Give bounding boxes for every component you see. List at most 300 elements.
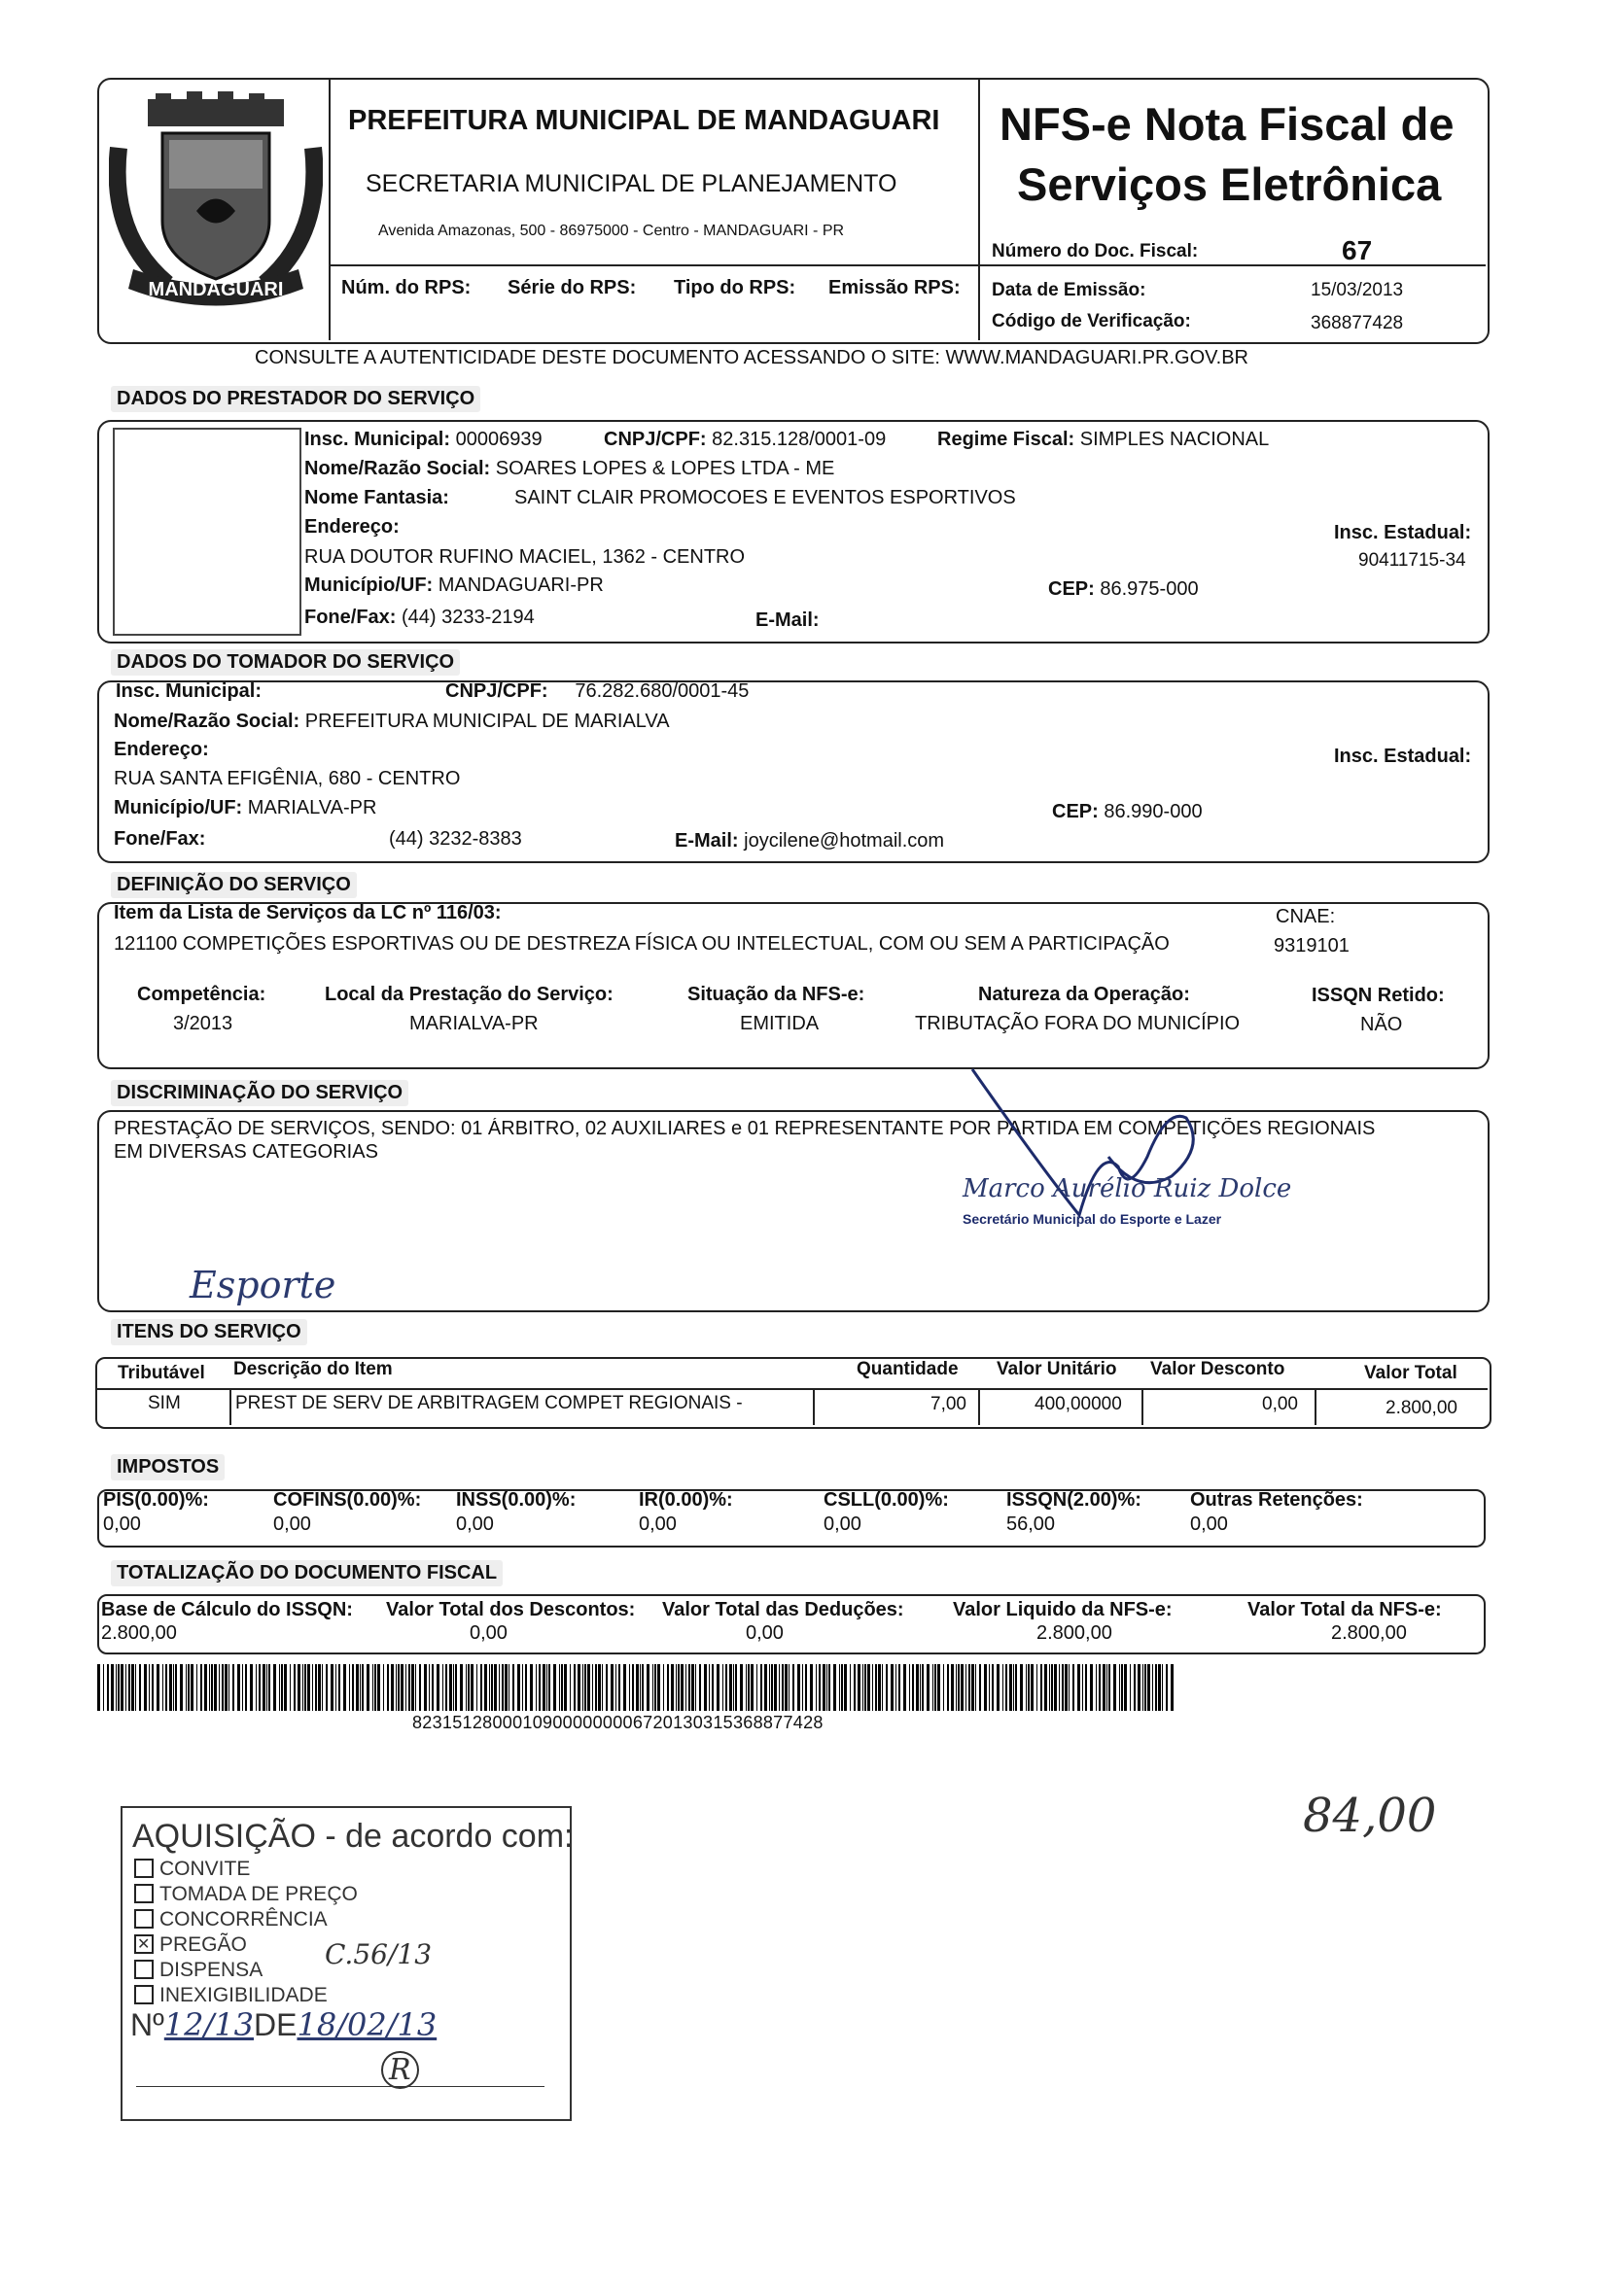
imposto-label: COFINS(0.00)%: bbox=[273, 1489, 422, 1511]
barcode-bar bbox=[961, 1664, 964, 1711]
barcode-bar bbox=[242, 1664, 243, 1711]
barcode-bar bbox=[615, 1664, 616, 1711]
stamp-option bbox=[134, 1983, 358, 2008]
codigo-verificacao-label: Código de Verificação: bbox=[992, 311, 1191, 331]
section-impostos: IMPOSTOS bbox=[111, 1454, 225, 1480]
barcode-bar bbox=[958, 1664, 960, 1711]
barcode-bar bbox=[331, 1664, 333, 1711]
barcode-bar bbox=[854, 1664, 856, 1711]
stamp-option-label: PREGÃO bbox=[159, 1933, 247, 1956]
prestador-municipio-value: MANDAGUARI-PR bbox=[438, 574, 604, 596]
barcode-bar bbox=[989, 1664, 990, 1711]
barcode-bar bbox=[125, 1664, 126, 1711]
prefeitura-address: Avenida Amazonas, 500 - 86975000 - Centro - MANDAGUARI - PR bbox=[378, 223, 845, 239]
data-emissao-value: 15/03/2013 bbox=[1311, 280, 1404, 300]
prestador-insc-label: Insc. Municipal: bbox=[304, 429, 451, 450]
barcode-bar bbox=[657, 1664, 660, 1711]
barcode-bar bbox=[717, 1664, 719, 1711]
barcode-bar bbox=[1106, 1664, 1107, 1711]
barcode-bar bbox=[771, 1664, 773, 1711]
barcode-bar bbox=[343, 1664, 346, 1711]
barcode-bar bbox=[1028, 1664, 1030, 1711]
col-valor-desconto-header: Valor Desconto bbox=[1150, 1359, 1285, 1379]
barcode-bar bbox=[302, 1664, 303, 1711]
col-descricao-header: Descrição do Item bbox=[233, 1359, 393, 1379]
barcode-bar bbox=[548, 1664, 550, 1711]
barcode-bar bbox=[484, 1664, 487, 1711]
barcode-bar bbox=[1096, 1664, 1097, 1711]
barcode-bar bbox=[828, 1664, 830, 1711]
barcode-bar bbox=[819, 1664, 821, 1711]
natureza-value: TRIBUTAÇÃO FORA DO MUNICÍPIO bbox=[915, 1013, 1241, 1034]
barcode-bar bbox=[1009, 1664, 1012, 1711]
tomador-fone-value: (44) 3232-8383 bbox=[389, 828, 522, 850]
stamp-option-label: TOMADA DE PREÇO bbox=[159, 1883, 358, 1905]
barcode-bar bbox=[294, 1664, 296, 1711]
barcode-bar bbox=[107, 1664, 109, 1711]
barcode-bar bbox=[480, 1664, 482, 1711]
barcode-bar bbox=[266, 1664, 267, 1711]
barcode-bar bbox=[920, 1664, 921, 1711]
barcode-bar bbox=[912, 1664, 914, 1711]
barcode-bar bbox=[157, 1664, 159, 1711]
barcode-bar bbox=[704, 1664, 707, 1711]
barcode-bar bbox=[903, 1664, 906, 1711]
barcode-bar bbox=[1082, 1664, 1083, 1711]
barcode-bar bbox=[823, 1664, 825, 1711]
barcode-bar bbox=[489, 1664, 490, 1711]
barcode-bar bbox=[415, 1664, 416, 1711]
signature-title: Secretário Municipal do Esporte e Lazer bbox=[963, 1211, 1222, 1227]
prestador-nome-value: SOARES LOPES & LOPES LTDA - ME bbox=[495, 458, 835, 479]
barcode-bar bbox=[536, 1664, 537, 1711]
barcode-bar bbox=[922, 1664, 924, 1711]
barcode-bar bbox=[916, 1664, 919, 1711]
barcode-bar bbox=[663, 1664, 664, 1711]
barcode-bar bbox=[391, 1664, 394, 1711]
barcode-bar bbox=[878, 1664, 881, 1711]
total-label: Valor Total dos Descontos: bbox=[386, 1599, 636, 1620]
col-tributavel-header: Tributável bbox=[118, 1363, 205, 1383]
local-prestacao-value: MARIALVA-PR bbox=[409, 1013, 539, 1034]
barcode-bar bbox=[398, 1664, 400, 1711]
item-valor-unitario-cell: 400,00000 bbox=[1035, 1394, 1122, 1414]
imposto-label: Outras Retenções: bbox=[1190, 1489, 1363, 1511]
stamp-option bbox=[134, 1882, 358, 1907]
barcode-bar bbox=[574, 1664, 576, 1711]
barcode bbox=[97, 1664, 1176, 1711]
barcode-bar bbox=[322, 1664, 323, 1711]
prestador-cnpj-label: CNPJ/CPF: bbox=[604, 429, 707, 450]
barcode-bar bbox=[564, 1664, 567, 1711]
stamp-numero-value: 12/13 bbox=[163, 2006, 255, 2043]
prestador-fone-value: (44) 3233-2194 bbox=[402, 607, 535, 628]
barcode-bar bbox=[135, 1664, 136, 1711]
barcode-bar bbox=[792, 1664, 794, 1711]
barcode-bar bbox=[968, 1664, 970, 1711]
item-quantidade-cell: 7,00 bbox=[930, 1394, 966, 1414]
col-quantidade-header: Quantidade bbox=[857, 1359, 959, 1379]
signature-name: Marco Aurélio Ruiz Dolce bbox=[963, 1174, 1292, 1203]
barcode-bar bbox=[729, 1664, 732, 1711]
barcode-bar bbox=[640, 1664, 641, 1711]
imposto-value: 0,00 bbox=[103, 1513, 141, 1535]
barcode-bar bbox=[318, 1664, 321, 1711]
numero-doc-value: 67 bbox=[1342, 235, 1373, 265]
barcode-bar bbox=[746, 1664, 747, 1711]
barcode-bar bbox=[165, 1664, 167, 1711]
barcode-bar bbox=[505, 1664, 508, 1711]
barcode-bar bbox=[1155, 1664, 1157, 1711]
section-tomador: DADOS DO TOMADOR DO SERVIÇO bbox=[111, 649, 460, 676]
nfse-title-line1: NFS-e Nota Fiscal de bbox=[1000, 98, 1455, 150]
barcode-bar bbox=[284, 1664, 287, 1711]
tomador-municipio-label: Município/UF: bbox=[114, 797, 243, 818]
barcode-bar bbox=[546, 1664, 547, 1711]
handwritten-esporte: Esporte bbox=[190, 1264, 336, 1306]
barcode-bar bbox=[654, 1664, 656, 1711]
barcode-bar bbox=[760, 1664, 762, 1711]
section-definicao: DEFINIÇÃO DO SERVIÇO bbox=[111, 872, 357, 898]
barcode-bar bbox=[200, 1664, 202, 1711]
stamp-option-label: CONVITE bbox=[159, 1858, 251, 1880]
prestador-fantasia-label: Nome Fantasia: bbox=[304, 487, 449, 508]
prestador-endereco-label: Endereço: bbox=[304, 516, 400, 538]
barcode-bar bbox=[362, 1664, 364, 1711]
barcode-bar bbox=[695, 1664, 696, 1711]
barcode-bar bbox=[491, 1664, 493, 1711]
barcode-bar bbox=[681, 1664, 684, 1711]
local-prestacao-label: Local da Prestação do Serviço: bbox=[325, 984, 614, 1005]
barcode-bar bbox=[632, 1664, 634, 1711]
barcode-bar bbox=[372, 1664, 373, 1711]
barcode-bar bbox=[774, 1664, 777, 1711]
checkbox-icon bbox=[134, 1884, 154, 1903]
barcode-bar bbox=[502, 1664, 504, 1711]
barcode-bar bbox=[1040, 1664, 1042, 1711]
barcode-bar bbox=[740, 1664, 743, 1711]
section-itens: ITENS DO SERVIÇO bbox=[111, 1319, 307, 1345]
item-lista-label: Item da Lista de Serviços da LC nº 116/03: bbox=[114, 902, 502, 923]
barcode-bar bbox=[367, 1664, 369, 1711]
barcode-bar bbox=[442, 1664, 443, 1711]
emissao-rps-label: Emissão RPS: bbox=[828, 277, 961, 298]
barcode-bar bbox=[214, 1664, 217, 1711]
barcode-bar bbox=[211, 1664, 213, 1711]
tomador-insc-label: Insc. Municipal: bbox=[116, 680, 263, 702]
barcode-bar bbox=[1171, 1664, 1174, 1711]
barcode-bar bbox=[587, 1664, 590, 1711]
barcode-bar bbox=[432, 1664, 434, 1711]
barcode-bar bbox=[629, 1664, 630, 1711]
tomador-nome-value: PREFEITURA MUNICIPAL DE MARIALVA bbox=[304, 711, 670, 732]
stamp-option bbox=[134, 1907, 358, 1932]
total-label: Valor Total das Deduções: bbox=[662, 1599, 904, 1620]
imposto-label: ISSQN(2.00)%: bbox=[1006, 1489, 1141, 1511]
stamp-options bbox=[134, 1857, 358, 2008]
barcode-bar bbox=[895, 1664, 896, 1711]
situacao-value: EMITIDA bbox=[740, 1013, 820, 1034]
stamp-numero-prefix: Nº bbox=[130, 2007, 164, 2042]
section-prestador: DADOS DO PRESTADOR DO SERVIÇO bbox=[111, 386, 480, 412]
barcode-bar bbox=[349, 1664, 350, 1711]
barcode-bar bbox=[671, 1664, 674, 1711]
stamp-initials: R bbox=[381, 2051, 419, 2089]
barcode-bar bbox=[1085, 1664, 1087, 1711]
barcode-bar bbox=[975, 1664, 976, 1711]
barcode-bar bbox=[699, 1664, 701, 1711]
tomador-cep-label: CEP: bbox=[1052, 801, 1099, 822]
barcode-bar bbox=[281, 1664, 283, 1711]
barcode-bar bbox=[606, 1664, 608, 1711]
barcode-bar bbox=[196, 1664, 197, 1711]
checkbox-icon bbox=[134, 1859, 154, 1878]
barcode-bar bbox=[149, 1664, 150, 1711]
nfse-title-line2: Serviços Eletrônica bbox=[1017, 158, 1442, 210]
barcode-bar bbox=[782, 1664, 784, 1711]
barcode-bar bbox=[222, 1664, 224, 1711]
barcode-bar bbox=[103, 1664, 104, 1711]
checkbox-icon bbox=[134, 1909, 154, 1929]
barcode-bar bbox=[850, 1664, 851, 1711]
barcode-bar bbox=[816, 1664, 817, 1711]
barcode-bar bbox=[1044, 1664, 1047, 1711]
barcode-bar bbox=[175, 1664, 177, 1711]
barcode-bar bbox=[652, 1664, 653, 1711]
barcode-bar bbox=[1130, 1664, 1131, 1711]
barcode-bar bbox=[1113, 1664, 1116, 1711]
prestador-photo-placeholder bbox=[113, 428, 301, 636]
competencia-label: Competência: bbox=[137, 984, 266, 1005]
prestador-regime-value: SIMPLES NACIONAL bbox=[1079, 429, 1270, 450]
imposto-value: 0,00 bbox=[824, 1513, 861, 1535]
barcode-bar bbox=[1158, 1664, 1161, 1711]
barcode-bar bbox=[709, 1664, 710, 1711]
authenticity-notice: CONSULTE A AUTENTICIDADE DESTE DOCUMENTO ACESSANDO O SITE: WWW.MANDAGUARI.PR.GOV.BR bbox=[255, 347, 1249, 368]
barcode-bar bbox=[647, 1664, 649, 1711]
issqn-retido-value: NÃO bbox=[1360, 1014, 1403, 1035]
barcode-bar bbox=[225, 1664, 228, 1711]
barcode-bar bbox=[872, 1664, 873, 1711]
barcode-bar bbox=[338, 1664, 340, 1711]
barcode-bar bbox=[237, 1664, 240, 1711]
barcode-bar bbox=[1005, 1664, 1007, 1711]
imposto-value: 0,00 bbox=[456, 1513, 494, 1535]
prestador-fantasia-value: SAINT CLAIR PROMOCOES E EVENTOS ESPORTIVOS bbox=[514, 487, 1016, 508]
prestador-endereco-value: RUA DOUTOR RUFINO MACIEL, 1362 - CENTRO bbox=[304, 546, 746, 568]
barcode-bar bbox=[304, 1664, 306, 1711]
barcode-bar bbox=[943, 1664, 944, 1711]
barcode-bar bbox=[602, 1664, 603, 1711]
prestador-cnpj-value: 82.315.128/0001-09 bbox=[712, 429, 887, 450]
checkbox-icon bbox=[134, 1960, 154, 1979]
barcode-bar bbox=[797, 1664, 800, 1711]
handwritten-value: 84,00 bbox=[1303, 1789, 1437, 1843]
barcode-bar bbox=[595, 1664, 597, 1711]
barcode-bar bbox=[559, 1664, 560, 1711]
tomador-municipio-value: MARIALVA-PR bbox=[247, 797, 377, 818]
num-rps-label: Núm. do RPS: bbox=[341, 277, 472, 298]
barcode-bar bbox=[636, 1664, 639, 1711]
barcode-bar bbox=[688, 1664, 690, 1711]
stamp-title: AQUISIÇÃO - de acordo com: bbox=[132, 1818, 574, 1855]
barcode-bar bbox=[1152, 1664, 1153, 1711]
barcode-bar bbox=[530, 1664, 533, 1711]
barcode-bar bbox=[833, 1664, 836, 1711]
barcode-bar bbox=[188, 1664, 190, 1711]
barcode-bar bbox=[685, 1664, 686, 1711]
total-label: Base de Cálculo do ISSQN: bbox=[101, 1599, 353, 1620]
barcode-bar bbox=[805, 1664, 807, 1711]
imposto-label: PIS(0.00)%: bbox=[103, 1489, 209, 1511]
barcode-bar bbox=[691, 1664, 694, 1711]
barcode-bar bbox=[618, 1664, 620, 1711]
barcode-bar bbox=[932, 1664, 933, 1711]
prestador-ie-value: 90411715-34 bbox=[1358, 550, 1466, 571]
barcode-bar bbox=[1002, 1664, 1003, 1711]
stamp-option bbox=[134, 1857, 358, 1882]
total-value: 2.800,00 bbox=[101, 1622, 177, 1644]
tomador-cnpj-value: 76.282.680/0001-45 bbox=[575, 680, 750, 702]
prestador-nome-label: Nome/Razão Social: bbox=[304, 458, 491, 479]
tomador-endereco-value: RUA SANTA EFIGÊNIA, 680 - CENTRO bbox=[114, 768, 461, 789]
barcode-bar bbox=[858, 1664, 860, 1711]
barcode-bar bbox=[360, 1664, 361, 1711]
barcode-bar bbox=[623, 1664, 626, 1711]
barcode-bar bbox=[312, 1664, 313, 1711]
barcode-bar bbox=[642, 1664, 644, 1711]
cnae-label: CNAE: bbox=[1276, 906, 1336, 927]
barcode-bar bbox=[209, 1664, 210, 1711]
barcode-bar bbox=[898, 1664, 900, 1711]
barcode-bar bbox=[1031, 1664, 1034, 1711]
barcode-bar bbox=[326, 1664, 328, 1711]
stamp-option-label: DISPENSA bbox=[159, 1959, 263, 1981]
barcode-bar bbox=[756, 1664, 757, 1711]
tomador-endereco-label: Endereço: bbox=[114, 739, 209, 760]
barcode-bar bbox=[934, 1664, 936, 1711]
barcode-bar bbox=[494, 1664, 497, 1711]
barcode-bar bbox=[748, 1664, 750, 1711]
barcode-bar bbox=[419, 1664, 421, 1711]
barcode-bar bbox=[841, 1664, 843, 1711]
barcode-bar bbox=[429, 1664, 430, 1711]
natureza-label: Natureza da Operação: bbox=[978, 984, 1190, 1005]
barcode-bar bbox=[191, 1664, 193, 1711]
barcode-bar bbox=[121, 1664, 123, 1711]
prefeitura-title: PREFEITURA MUNICIPAL DE MANDAGUARI bbox=[348, 105, 940, 136]
total-value: 0,00 bbox=[470, 1622, 508, 1644]
barcode-bar bbox=[219, 1664, 220, 1711]
barcode-bar bbox=[965, 1664, 966, 1711]
barcode-bar bbox=[1054, 1664, 1057, 1711]
barcode-bar bbox=[785, 1664, 788, 1711]
barcode-bar bbox=[578, 1664, 580, 1711]
barcode-bar bbox=[356, 1664, 359, 1711]
barcode-number: 82315128000109000000006720130315368877428 bbox=[412, 1713, 824, 1732]
barcode-bar bbox=[525, 1664, 527, 1711]
tipo-rps-label: Tipo do RPS: bbox=[674, 277, 796, 298]
barcode-bar bbox=[543, 1664, 545, 1711]
barcode-bar bbox=[522, 1664, 523, 1711]
barcode-bar bbox=[779, 1664, 780, 1711]
barcode-bar bbox=[250, 1664, 253, 1711]
prestador-regime-label: Regime Fiscal: bbox=[937, 429, 1075, 450]
tomador-email-value: joycilene@hotmail.com bbox=[744, 830, 945, 852]
barcode-bar bbox=[570, 1664, 571, 1711]
barcode-bar bbox=[598, 1664, 601, 1711]
barcode-bar bbox=[111, 1664, 114, 1711]
barcode-bar bbox=[712, 1664, 714, 1711]
barcode-bar bbox=[460, 1664, 463, 1711]
prestador-cep-value: 86.975-000 bbox=[1100, 578, 1199, 600]
barcode-bar bbox=[1138, 1664, 1140, 1711]
barcode-bar bbox=[937, 1664, 940, 1711]
barcode-bar bbox=[449, 1664, 452, 1711]
barcode-bar bbox=[97, 1664, 100, 1711]
barcode-bar bbox=[539, 1664, 541, 1711]
barcode-bar bbox=[735, 1664, 737, 1711]
barcode-bar bbox=[826, 1664, 827, 1711]
barcode-bar bbox=[864, 1664, 866, 1711]
total-value: 2.800,00 bbox=[1036, 1622, 1112, 1644]
issqn-retido-label: ISSQN Retido: bbox=[1312, 985, 1445, 1006]
barcode-bar bbox=[891, 1664, 894, 1711]
tomador-cep-value: 86.990-000 bbox=[1104, 801, 1203, 822]
barcode-bar bbox=[468, 1664, 470, 1711]
barcode-bar bbox=[553, 1664, 556, 1711]
barcode-bar bbox=[408, 1664, 410, 1711]
prestador-ie-label: Insc. Estadual: bbox=[1334, 522, 1472, 543]
barcode-bar bbox=[1099, 1664, 1101, 1711]
barcode-bar bbox=[676, 1664, 677, 1711]
barcode-bar bbox=[1069, 1664, 1070, 1711]
prestador-email-label: E-Mail: bbox=[755, 609, 820, 631]
barcode-bar bbox=[1090, 1664, 1093, 1711]
barcode-bar bbox=[455, 1664, 457, 1711]
barcode-bar bbox=[118, 1664, 120, 1711]
municipal-coat-of-arms-logo bbox=[109, 89, 323, 313]
barcode-bar bbox=[1059, 1664, 1060, 1711]
barcode-bar bbox=[298, 1664, 300, 1711]
checkbox-icon bbox=[134, 1985, 154, 2004]
barcode-bar bbox=[152, 1664, 154, 1711]
item-descricao-cell: PREST DE SERV DE ARBITRAGEM COMPET REGIONAIS - bbox=[235, 1393, 743, 1413]
total-label: Valor Liquido da NFS-e: bbox=[953, 1599, 1173, 1620]
barcode-bar bbox=[335, 1664, 336, 1711]
total-value: 2.800,00 bbox=[1331, 1622, 1407, 1644]
barcode-bar bbox=[228, 1664, 229, 1711]
imposto-value: 0,00 bbox=[639, 1513, 677, 1535]
barcode-bar bbox=[956, 1664, 957, 1711]
barcode-bar bbox=[383, 1664, 384, 1711]
barcode-bar bbox=[951, 1664, 954, 1711]
prestador-municipio-label: Município/UF: bbox=[304, 574, 434, 596]
item-valor-total-cell: 2.800,00 bbox=[1386, 1398, 1457, 1418]
barcode-bar bbox=[1013, 1664, 1014, 1711]
barcode-bar bbox=[947, 1664, 949, 1711]
cnae-value: 9319101 bbox=[1274, 935, 1350, 957]
imposto-value: 56,00 bbox=[1006, 1513, 1056, 1535]
barcode-bar bbox=[273, 1664, 276, 1711]
barcode-bar bbox=[180, 1664, 183, 1711]
barcode-bar bbox=[611, 1664, 614, 1711]
competencia-value: 3/2013 bbox=[173, 1013, 233, 1034]
barcode-bar bbox=[1166, 1664, 1168, 1711]
total-label: Valor Total da NFS-e: bbox=[1247, 1599, 1442, 1620]
item-valor-desconto-cell: 0,00 bbox=[1262, 1394, 1298, 1414]
barcode-bar bbox=[1072, 1664, 1074, 1711]
